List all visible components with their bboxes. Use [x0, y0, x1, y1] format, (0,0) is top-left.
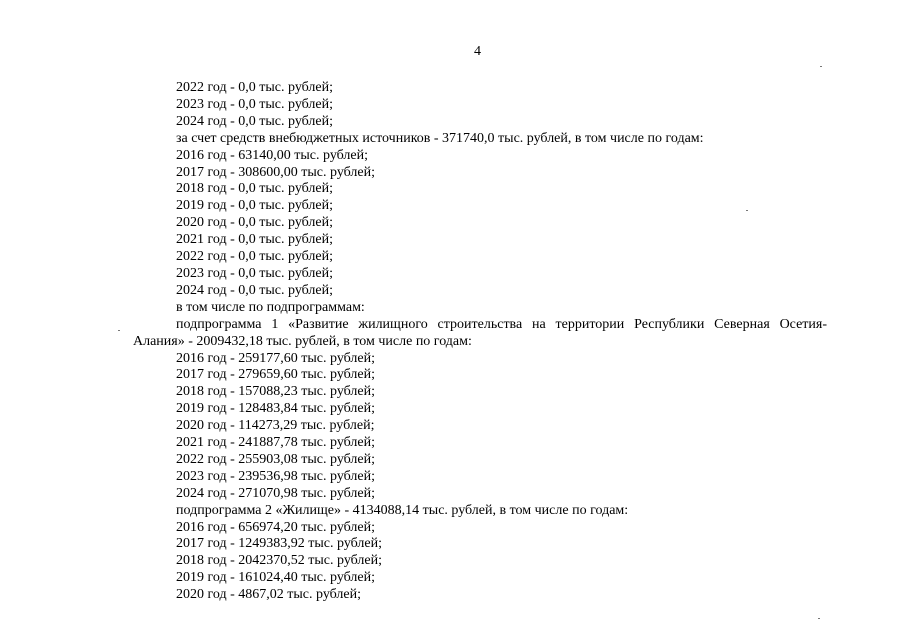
- subprogram-2-year-line: 2017 год - 1249383,92 тыс. рублей;: [176, 536, 383, 552]
- subprogram-1-title-continuation: Алания» - 2009432,18 тыс. рублей, в том числе по годам:: [133, 333, 472, 349]
- subprogram-2-title: подпрограмма 2 «Жилище» - 4134088,14 тыс. рублей, в том числе по годам:: [176, 502, 629, 518]
- document-body: [133, 80, 827, 604]
- text-line: 2023 год - 0,0 тыс. рублей;: [176, 96, 334, 112]
- text-line: 2024 год - 0,0 тыс. рублей;: [176, 113, 334, 129]
- text-line: в том числе по подпрограммам:: [176, 299, 365, 315]
- subprogram-1-year-line: 2019 год - 128483,84 тыс. рублей;: [176, 401, 376, 417]
- text-line: 2017 год - 308600,00 тыс. рублей;: [176, 164, 376, 180]
- subprogram-1-year-line: 2021 год - 241887,78 тыс. рублей;: [176, 435, 376, 451]
- subprogram-1-year-line: 2017 год - 279659,60 тыс. рублей;: [176, 367, 376, 383]
- subprogram-1-year-line: 2018 год - 157088,23 тыс. рублей;: [176, 384, 376, 400]
- subprogram-1-year-line: 2020 год - 114273,29 тыс. рублей;: [176, 418, 375, 434]
- subprogram-2-year-line: 2018 год - 2042370,52 тыс. рублей;: [176, 553, 383, 569]
- text-line: 2022 год - 0,0 тыс. рублей;: [176, 249, 334, 265]
- subprogram-2-year-line: 2020 год - 4867,02 тыс. рублей;: [176, 587, 362, 603]
- subprogram-2-year-line: 2019 год - 161024,40 тыс. рублей;: [176, 570, 376, 586]
- scan-speck: [820, 66, 822, 67]
- subprogram-1-year-line: 2022 год - 255903,08 тыс. рублей;: [176, 451, 376, 467]
- text-line: 2020 год - 0,0 тыс. рублей;: [176, 215, 334, 231]
- text-line: 2018 год - 0,0 тыс. рублей;: [176, 181, 334, 197]
- subprogram-1-year-line: 2016 год - 259177,60 тыс. рублей;: [176, 350, 376, 366]
- text-line: 2016 год - 63140,00 тыс. рублей;: [176, 147, 369, 163]
- text-line: за счет средств внебюджетных источников - 371740,0 тыс. рублей, в том числе по годам:: [176, 130, 704, 146]
- text-line: 2024 год - 0,0 тыс. рублей;: [176, 282, 334, 298]
- page-number: 4: [474, 44, 481, 59]
- text-line: 2019 год - 0,0 тыс. рублей;: [176, 198, 334, 214]
- text-line: 2022 год - 0,0 тыс. рублей;: [176, 80, 334, 95]
- subprogram-2-year-line: 2016 год - 656974,20 тыс. рублей;: [176, 519, 376, 535]
- scan-speck: [746, 210, 748, 211]
- subprogram-1-year-line: 2024 год - 271070,98 тыс. рублей;: [176, 485, 376, 501]
- subprogram-1-year-line: 2023 год - 239536,98 тыс. рублей;: [176, 468, 376, 484]
- subprogram-1-title: подпрограмма 1 «Развитие жилищного строительства на территории Республики Северная Осетия-: [176, 316, 827, 332]
- scan-speck: [818, 618, 820, 619]
- scan-speck: [118, 330, 120, 331]
- text-line: 2023 год - 0,0 тыс. рублей;: [176, 265, 334, 281]
- text-line: 2021 год - 0,0 тыс. рублей;: [176, 232, 334, 248]
